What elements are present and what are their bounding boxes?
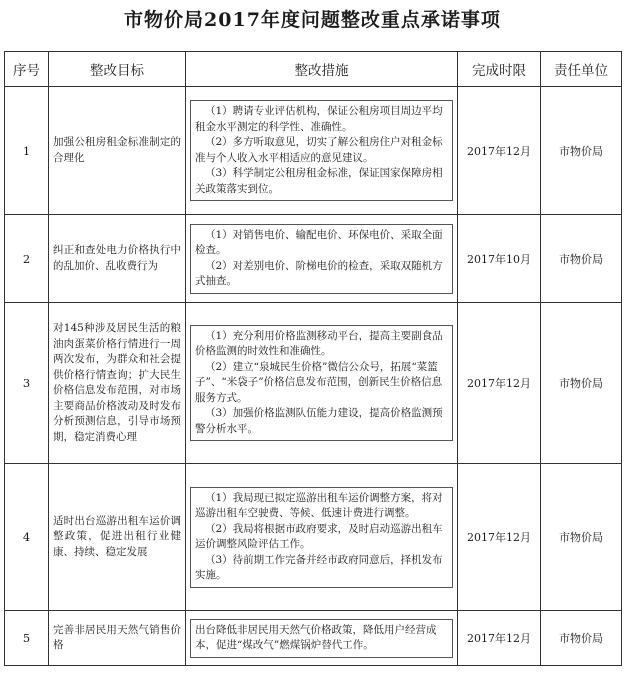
row-measures [186, 87, 458, 215]
row-goal: 纠正和查处电力价格执行中的乱加价、乱收费行为 [49, 215, 186, 303]
row-unit: 市物价局 [541, 464, 622, 611]
table-row [5, 303, 622, 464]
header-measures: 整改措施 [186, 52, 458, 87]
row-goal: 加强公租房租金标准制定的合理化 [49, 87, 186, 215]
table-row [5, 87, 622, 215]
commitment-table [4, 51, 622, 666]
row-time: 2017年12月 [458, 464, 541, 611]
measure-item: （1）对销售电价、输配电价、环保电价、采取全面检查。 [195, 228, 443, 256]
row-measures [186, 611, 458, 666]
row-no: 5 [5, 611, 49, 666]
row-goal: 完善非居民用天然气销售价格 [49, 611, 186, 666]
row-no: 1 [5, 87, 49, 215]
row-unit: 市物价局 [541, 303, 622, 464]
measure-item: （2）多方听取意见，切实了解公租房住户对租金标准与个人收入水平相适应的意见建议。 [195, 136, 443, 164]
measure-item: （2）建立“泉城民生价格”微信公众号，拓展“菜篮子”、“米袋子”价格信息发布范围，创新民生价格信息服务方式。 [195, 360, 443, 404]
row-no: 2 [5, 215, 49, 303]
measure-item: （2）我局将根据市政府要求，及时启动巡游出租车运价调整风险评估工作。 [195, 522, 443, 550]
measure-item: （2）对差别电价、阶梯电价的检查，采取双随机方式抽查。 [195, 259, 443, 287]
row-no: 3 [5, 303, 49, 464]
table-row [5, 611, 622, 666]
document-title: 市物价局2017年度问题整改重点承诺事项 [124, 9, 501, 31]
header-goal: 整改目标 [49, 52, 186, 87]
measure-item: （1）我局现已拟定巡游出租车运价调整方案，将对巡游出租车空驶费、等候、低速计费进行调整。 [195, 491, 443, 519]
measure-item: （3）加强价格监测队伍能力建设，提高价格监测预警分析水平。 [195, 407, 443, 435]
table-row [5, 464, 622, 611]
row-time: 2017年10月 [458, 215, 541, 303]
row-measures [186, 464, 458, 611]
measure-item: （3）待前期工作完备并经市政府同意后，择机发布实施。 [195, 553, 443, 581]
table-header-row [5, 52, 622, 87]
row-unit: 市物价局 [541, 215, 622, 303]
measure-item: （1）充分利用价格监测移动平台，提高主要副食品价格监测的时效性和准确性。 [195, 329, 443, 358]
header-time: 完成时限 [458, 52, 541, 87]
row-goal: 适时出台巡游出租车运价调整政策，促进出租行业健康、持续、稳定发展 [49, 464, 186, 611]
row-time: 2017年12月 [458, 611, 541, 666]
row-measures [186, 215, 458, 303]
row-goal: 对145种涉及居民生活的粮油肉蛋菜价格行情进行一周两次发布，为群众和社会提供价格行情查询；扩大民生价格信息发布范围，对市场主要商品价格波动及时发布分析预测信息，引导市场预期，稳定消费心理 [49, 303, 186, 464]
measure-item: 出台降低非居民用天然气价格政策，降低用户经营成本，促进“煤改气”燃煤锅炉替代工作。 [195, 623, 437, 651]
header-no: 序号 [5, 52, 49, 87]
table-row [5, 215, 622, 303]
header-unit: 责任单位 [541, 52, 622, 87]
row-no: 4 [5, 464, 49, 611]
row-unit: 市物价局 [541, 611, 622, 666]
row-unit: 市物价局 [541, 87, 622, 215]
measure-item: （1）聘请专业评估机构，保证公租房项目周边平均租金水平测定的科学性、准确性。 [195, 105, 443, 133]
row-time: 2017年12月 [458, 303, 541, 464]
row-time: 2017年12月 [458, 87, 541, 215]
measure-item: （3）科学制定公租房租金标准，保证国家保障房相关政策落实到位。 [195, 167, 443, 195]
row-measures [186, 303, 458, 464]
